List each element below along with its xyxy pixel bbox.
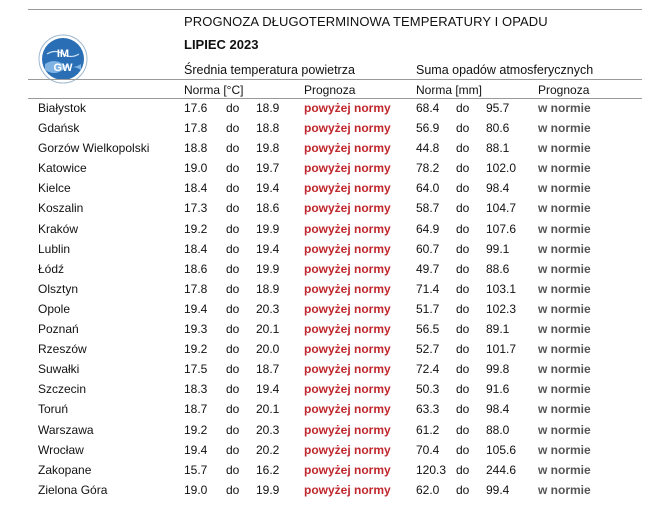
temp-forecast: powyżej normy	[304, 342, 391, 357]
precip-norm-min: 70.4	[416, 442, 440, 457]
city-name: Rzeszów	[38, 342, 87, 357]
logo-text-top: IM	[56, 48, 70, 60]
table-row	[0, 460, 664, 480]
precip-range-separator: do	[456, 322, 470, 337]
precip-range-separator: do	[456, 121, 470, 136]
precip-forecast: w normie	[538, 362, 591, 377]
precip-range-separator: do	[456, 442, 470, 457]
precip-norm-min: 49.7	[416, 261, 440, 276]
precip-norm-max: 88.1	[486, 141, 510, 156]
temp-forecast: powyżej normy	[304, 382, 391, 397]
table-row	[0, 359, 664, 379]
precip-range-separator: do	[456, 261, 470, 276]
precip-range-separator: do	[456, 281, 470, 296]
temp-range-separator: do	[226, 462, 240, 477]
precip-norm-max: 88.6	[486, 261, 510, 276]
precip-forecast: w normie	[538, 221, 591, 236]
precip-range-separator: do	[456, 141, 470, 156]
precip-norm-header: Norma [mm]	[416, 83, 482, 97]
temp-forecast: powyżej normy	[304, 261, 391, 276]
city-name: Szczecin	[38, 382, 87, 397]
table-row	[0, 279, 664, 299]
temp-range-separator: do	[226, 442, 240, 457]
precip-forecast: w normie	[538, 342, 591, 357]
temp-forecast: powyżej normy	[304, 482, 391, 497]
precip-forecast: w normie	[538, 201, 591, 216]
table-row	[0, 239, 664, 259]
temp-forecast: powyżej normy	[304, 462, 391, 477]
precip-norm-max: 80.6	[486, 121, 510, 136]
temp-norm-max: 19.9	[256, 482, 280, 497]
precip-range-separator: do	[456, 101, 470, 115]
temp-range-separator: do	[226, 402, 240, 417]
temp-forecast: powyżej normy	[304, 422, 391, 437]
temp-norm-min: 18.4	[184, 241, 208, 256]
precip-range-separator: do	[456, 482, 470, 497]
temp-range-separator: do	[226, 362, 240, 377]
temp-forecast: powyżej normy	[304, 121, 391, 136]
precip-norm-max: 88.0	[486, 422, 510, 437]
temp-norm-min: 17.5	[184, 362, 208, 377]
temp-forecast: powyżej normy	[304, 402, 391, 417]
temp-range-separator: do	[226, 201, 240, 216]
precip-forecast: w normie	[538, 261, 591, 276]
precip-forecast: w normie	[538, 301, 591, 316]
precip-norm-min: 62.0	[416, 482, 440, 497]
city-name: Zielona Góra	[38, 482, 108, 497]
city-name: Gdańsk	[38, 121, 80, 136]
temp-forecast: powyżej normy	[304, 101, 391, 115]
temp-norm-max: 19.9	[256, 261, 280, 276]
precip-range-separator: do	[456, 382, 470, 397]
precip-forecast: w normie	[538, 101, 591, 115]
table-row	[0, 339, 664, 359]
precip-norm-max: 89.1	[486, 322, 510, 337]
precip-norm-min: 58.7	[416, 201, 440, 216]
table-row	[0, 319, 664, 339]
temp-norm-min: 17.8	[184, 281, 208, 296]
city-name: Poznań	[38, 322, 79, 337]
table-row	[0, 219, 664, 239]
temp-norm-min: 17.6	[184, 101, 208, 115]
temp-forecast: powyżej normy	[304, 301, 391, 316]
temp-range-separator: do	[226, 301, 240, 316]
temp-norm-max: 19.4	[256, 181, 280, 196]
precip-norm-max: 101.7	[486, 342, 517, 357]
temp-range-separator: do	[226, 382, 240, 397]
forecast-table	[0, 98, 664, 500]
precip-norm-min: 56.5	[416, 322, 440, 337]
temp-forecast: powyżej normy	[304, 141, 391, 156]
temp-forecast-header: Prognoza	[304, 83, 356, 97]
city-name: Warszawa	[38, 422, 94, 437]
temp-forecast: powyżej normy	[304, 181, 391, 196]
temp-norm-min: 18.7	[184, 402, 208, 417]
temp-norm-min: 15.7	[184, 462, 208, 477]
temp-range-separator: do	[226, 482, 240, 497]
precip-forecast: w normie	[538, 181, 591, 196]
precip-norm-max: 99.4	[486, 482, 510, 497]
temp-norm-max: 16.2	[256, 462, 280, 477]
precip-norm-max: 104.7	[486, 201, 517, 216]
precip-norm-min: 56.9	[416, 121, 440, 136]
city-name: Koszalin	[38, 201, 84, 216]
city-name: Olsztyn	[38, 281, 79, 296]
table-row	[0, 399, 664, 419]
precip-norm-max: 95.7	[486, 101, 510, 115]
precip-norm-min: 64.9	[416, 221, 440, 236]
precip-forecast: w normie	[538, 241, 591, 256]
precip-norm-max: 98.4	[486, 181, 510, 196]
city-name: Wrocław	[38, 442, 84, 457]
temp-norm-min: 17.8	[184, 121, 208, 136]
temp-norm-min: 19.4	[184, 442, 208, 457]
temp-norm-max: 20.2	[256, 442, 280, 457]
precip-norm-max: 103.1	[486, 281, 517, 296]
precip-norm-min: 52.7	[416, 342, 440, 357]
temp-forecast: powyżej normy	[304, 322, 391, 337]
precip-forecast-header: Prognoza	[538, 83, 590, 97]
city-name: Białystok	[38, 101, 87, 115]
precipitation-group-header: Suma opadów atmosferycznych	[416, 63, 594, 77]
imgw-logo-icon	[38, 34, 88, 84]
precip-norm-max: 102.0	[486, 161, 517, 176]
temp-norm-max: 18.7	[256, 362, 280, 377]
precip-norm-min: 44.8	[416, 141, 440, 156]
temp-norm-min: 18.8	[184, 141, 208, 156]
temp-norm-min: 19.4	[184, 301, 208, 316]
precip-norm-max: 102.3	[486, 301, 517, 316]
precip-range-separator: do	[456, 342, 470, 357]
table-row	[0, 299, 664, 319]
precip-norm-max: 107.6	[486, 221, 517, 236]
table-row	[0, 259, 664, 279]
city-name: Suwałki	[38, 362, 80, 377]
temp-norm-min: 19.3	[184, 322, 208, 337]
precip-norm-max: 105.6	[486, 442, 517, 457]
precip-range-separator: do	[456, 201, 470, 216]
table-row	[0, 379, 664, 399]
city-name: Łódź	[38, 261, 65, 276]
table-row	[0, 198, 664, 218]
temp-range-separator: do	[226, 101, 240, 115]
temp-norm-min: 19.0	[184, 161, 208, 176]
temp-range-separator: do	[226, 161, 240, 176]
temp-norm-max: 19.4	[256, 241, 280, 256]
precip-norm-min: 64.0	[416, 181, 440, 196]
document-subtitle: LIPIEC 2023	[184, 37, 259, 52]
precip-forecast: w normie	[538, 402, 591, 417]
temp-norm-min: 19.0	[184, 482, 208, 497]
temp-norm-min: 17.3	[184, 201, 208, 216]
imgw-logo	[38, 34, 88, 84]
temp-range-separator: do	[226, 422, 240, 437]
temp-norm-max: 19.7	[256, 161, 280, 176]
temp-norm-max: 18.9	[256, 101, 280, 115]
temp-forecast: powyżej normy	[304, 442, 391, 457]
temp-norm-min: 19.2	[184, 221, 208, 236]
temp-norm-max: 20.3	[256, 301, 280, 316]
temp-norm-max: 19.4	[256, 382, 280, 397]
precip-forecast: w normie	[538, 141, 591, 156]
precip-range-separator: do	[456, 181, 470, 196]
precip-norm-min: 51.7	[416, 301, 440, 316]
temp-range-separator: do	[226, 221, 240, 236]
precip-norm-min: 71.4	[416, 281, 440, 296]
temp-norm-min: 19.2	[184, 342, 208, 357]
precip-forecast: w normie	[538, 121, 591, 136]
precip-norm-max: 91.6	[486, 382, 510, 397]
table-row	[0, 440, 664, 460]
precip-range-separator: do	[456, 362, 470, 377]
temp-norm-max: 20.1	[256, 402, 280, 417]
city-name: Kraków	[38, 221, 79, 236]
temp-range-separator: do	[226, 181, 240, 196]
table-row	[0, 138, 664, 158]
precip-norm-max: 98.4	[486, 402, 510, 417]
city-name: Zakopane	[38, 462, 92, 477]
precip-norm-min: 50.3	[416, 382, 440, 397]
precip-norm-max: 244.6	[486, 462, 517, 477]
precip-norm-min: 61.2	[416, 422, 440, 437]
precip-range-separator: do	[456, 422, 470, 437]
top-rule	[28, 9, 642, 10]
city-name: Kielce	[38, 181, 71, 196]
temp-range-separator: do	[226, 241, 240, 256]
city-name: Opole	[38, 301, 71, 316]
temp-range-separator: do	[226, 141, 240, 156]
precip-range-separator: do	[456, 221, 470, 236]
city-name: Lublin	[38, 241, 71, 256]
precip-range-separator: do	[456, 241, 470, 256]
temp-range-separator: do	[226, 261, 240, 276]
precip-forecast: w normie	[538, 161, 591, 176]
table-row	[0, 480, 664, 500]
precip-forecast: w normie	[538, 462, 591, 477]
precip-norm-max: 99.8	[486, 362, 510, 377]
precip-norm-min: 60.7	[416, 241, 440, 256]
city-name: Gorzów Wielkopolski	[38, 141, 150, 156]
precip-norm-min: 68.4	[416, 101, 440, 115]
precip-range-separator: do	[456, 462, 470, 477]
temp-range-separator: do	[226, 322, 240, 337]
temp-norm-max: 20.1	[256, 322, 280, 337]
temp-norm-max: 19.8	[256, 141, 280, 156]
temperature-group-header: Średnia temperatura powietrza	[184, 63, 355, 77]
temp-norm-min: 18.6	[184, 261, 208, 276]
precip-range-separator: do	[456, 402, 470, 417]
temp-forecast: powyżej normy	[304, 201, 391, 216]
temp-norm-min: 19.2	[184, 422, 208, 437]
table-row	[0, 98, 664, 118]
table-row	[0, 420, 664, 440]
temp-norm-header: Norma [°C]	[184, 83, 244, 97]
temp-norm-max: 18.9	[256, 281, 280, 296]
temp-norm-max: 20.3	[256, 422, 280, 437]
temp-forecast: powyżej normy	[304, 362, 391, 377]
precip-norm-min: 72.4	[416, 362, 440, 377]
table-row	[0, 178, 664, 198]
temp-range-separator: do	[226, 121, 240, 136]
precip-forecast: w normie	[538, 422, 591, 437]
temp-forecast: powyżej normy	[304, 281, 391, 296]
table-row	[0, 118, 664, 138]
temp-norm-min: 18.4	[184, 181, 208, 196]
precip-forecast: w normie	[538, 382, 591, 397]
precip-range-separator: do	[456, 301, 470, 316]
precip-forecast: w normie	[538, 482, 591, 497]
city-name: Toruń	[38, 402, 69, 417]
precip-forecast: w normie	[538, 281, 591, 296]
precip-norm-min: 120.3	[416, 462, 447, 477]
temp-forecast: powyżej normy	[304, 241, 391, 256]
precip-norm-max: 99.1	[486, 241, 510, 256]
precip-norm-min: 78.2	[416, 161, 440, 176]
document-title: PROGNOZA DŁUGOTERMINOWA TEMPERATURY I OPADU	[184, 14, 548, 29]
city-name: Katowice	[38, 161, 87, 176]
temp-norm-max: 18.8	[256, 121, 280, 136]
header-rule	[28, 79, 642, 80]
temp-range-separator: do	[226, 281, 240, 296]
precip-forecast: w normie	[538, 442, 591, 457]
precip-forecast: w normie	[538, 322, 591, 337]
temp-forecast: powyżej normy	[304, 221, 391, 236]
temp-norm-max: 20.0	[256, 342, 280, 357]
temp-norm-min: 18.3	[184, 382, 208, 397]
table-row	[0, 158, 664, 178]
temp-forecast: powyżej normy	[304, 161, 391, 176]
logo-text-bottom: GW	[53, 62, 73, 74]
temp-norm-max: 19.9	[256, 221, 280, 236]
precip-range-separator: do	[456, 161, 470, 176]
temp-norm-max: 18.6	[256, 201, 280, 216]
temp-range-separator: do	[226, 342, 240, 357]
precip-norm-min: 63.3	[416, 402, 440, 417]
